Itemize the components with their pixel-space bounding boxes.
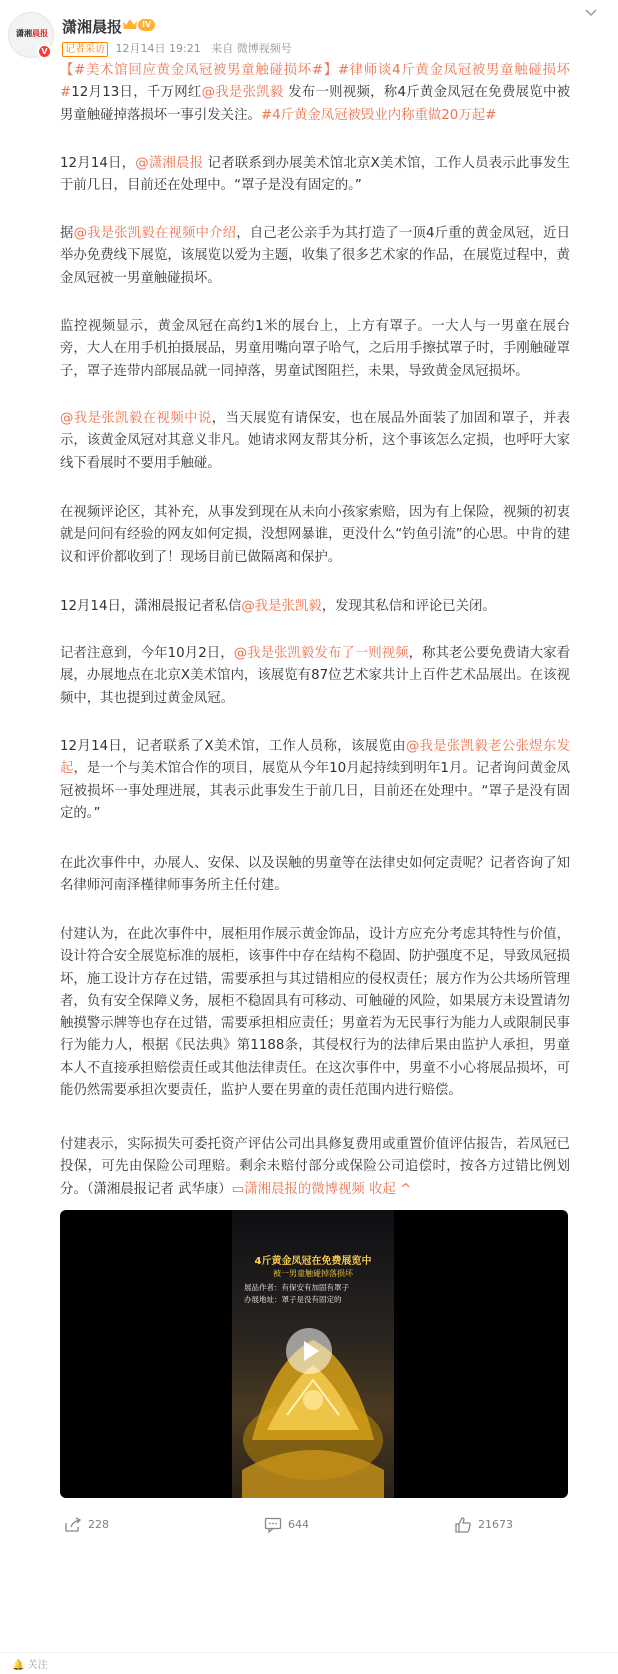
video-caption-lines: 展品作者：有保安有加固有罩子 办展地址：罩子是没有固定的 (244, 1283, 349, 1304)
follow-text: 🔔 关注 (12, 1660, 48, 1671)
link-text[interactable]: 收起 ^ (364, 1181, 412, 1197)
source-tag: 记者采访 (62, 42, 108, 57)
text-segment: ，当天展览有请保安，也在展品外面装了加固和罩子，并表示，该黄金凤冠对其意义非凡。她请求网友帮其分析，这个事该怎么定损，也呼吁大家线下看展时不要用手触碰。 (60, 411, 571, 471)
paragraph (60, 596, 570, 618)
chevron-down-icon[interactable] (584, 8, 598, 18)
link-text[interactable]: @我是张凯毅发布了一则视频 (233, 646, 409, 661)
link-text[interactable]: #4斤黄金凤冠被毁业内称重做20万起# (260, 107, 497, 123)
link-text[interactable]: @潇湘晨报 (135, 156, 204, 171)
paragraph (60, 853, 570, 898)
paragraph (60, 736, 570, 825)
post-time[interactable]: 12月14日 19:21 (115, 42, 201, 55)
post-source: 来自 微博视频号 (211, 42, 292, 55)
crown-icon (122, 17, 138, 31)
text-segment: 据 (60, 226, 74, 241)
thumbs-up-icon (454, 1517, 472, 1533)
link-text[interactable]: @我是张凯毅 (201, 85, 284, 101)
play-button-icon[interactable] (286, 1328, 332, 1374)
verified-badge-icon: V (37, 44, 52, 59)
text-segment: 在视频评论区，其补充，从事发到现在从未向小孩家索赔，因为有上保险，视频的初衷就是问问有经验的网友如何定损，没想网暴谁，更没什么“钓鱼引流”的心思。中肯的建议和评价都收到了！现场目前已做隔离和保护。 (60, 505, 570, 565)
text-segment: ，自己老公亲手为其打造了一顶4斤重的黄金凤冠，近日举办免费线下展览，该展览以爱为主题，收集了很多艺术家的作品，在展览过程中，黄金凤冠被一男童触碰损坏。 (60, 226, 570, 286)
text-segment: ，发现其私信和评论已关闭。 (321, 599, 496, 614)
text-segment: ，称其老公要免费请大家看展，办展地点在北京X美术馆内，该展览有87位艺术家共计上百件艺术品展出。在该视频中，其也提到过黄金凤冠。 (60, 646, 571, 706)
paragraph (60, 408, 570, 475)
comment-icon (264, 1517, 282, 1533)
share-icon (64, 1517, 82, 1533)
paragraph (60, 60, 570, 127)
like-count: 21673 (478, 1518, 513, 1531)
link-text[interactable]: ▭潇湘晨报的微博视频 (231, 1181, 365, 1197)
text-segment: 发布一则视频，称4斤黄金凤冠在免费展览中被男童触碰掉落损坏一事引发关注。 (60, 85, 571, 123)
link-text[interactable]: @我是张凯毅 (241, 599, 322, 614)
action-bar (0, 1510, 618, 1540)
paragraph (60, 316, 570, 383)
link-text[interactable]: @我是张凯毅在视频中介绍 (73, 226, 237, 241)
text-segment: 12月14日，记者联系了X美术馆，工作人员称，该展览由 (60, 739, 406, 754)
link-text[interactable]: 【#美术馆回应黄金凤冠被男童触碰损坏#】#律师谈4斤黄金凤冠被男童触碰损坏# (60, 63, 570, 101)
video-caption-title: 4斤黄金凤冠在免费展览中 (254, 1256, 372, 1267)
paragraph (60, 924, 570, 1102)
text-segment: 付建认为，在此次事件中，展柜用作展示黄金饰品，设计方应充分考虑其特性与价值，设计符合安全展览标准的展柜，该事件中存在结构不稳固、防护强度不足，导致凤冠损坏，施工设计方存在过错，需要承担与其过错相应的侵权责任；展方作为公共场所管理者，负有安全保障义务，展柜不稳固具有可移动、可触碰的风险，如果展方未设置请勿触摸警示牌等也存在过错，需要承担相应责任；男童若为无民事行为能力人或限制民事行为能力人，根据《民法典》第1188条，其侵权行为的法律后果由监护人承担，男童本人不直接承担赔偿责任或其他法律责任。在这次事件中，男童不小心将展品损坏，可能仍然需要承担次要责任，监护人要在男童的责任范围内进行赔偿。 (60, 927, 570, 1099)
text-segment: 记者注意到，今年10月2日， (60, 646, 234, 661)
text-segment: 付建表示，实际损失可委托资产评估公司出具修复费用或重置价值评估报告，若凤冠已投保，可先由保险公司理赔。剩余未赔付部分或保险公司追偿时，按各方过错比例划分。（潇湘晨报记者 武华康） (60, 1137, 570, 1197)
text-segment: 监控视频显示，黄金凤冠在高约1米的展台上，上方有罩子。一大人与一男童在展台旁，大人在用手机拍摄展品，男童用嘴向罩子哈气，之后用手擦拭罩子时，手刚触碰罩子，罩子连带内部展品就一同掉落，男童试图阻拦，未果，导致黄金凤冠损坏。 (60, 319, 570, 379)
paragraph (60, 153, 570, 198)
post-header (0, 0, 618, 60)
video-player[interactable] (60, 1210, 568, 1498)
post-meta (62, 40, 292, 57)
paragraph (60, 223, 570, 290)
avatar-logo-text: 潇湘晨报 (16, 29, 48, 38)
paragraph (60, 643, 570, 710)
text-segment: 记者联系到办展美术馆北京X美术馆，工作人员表示此事发生于前几日，目前还在处理中。“罩子是没有固定的。” (60, 156, 571, 194)
text-segment: 在此次事件中，办展人、安保、以及误触的男童等在法律史如何定责呢？记者咨询了知名律师河南泽槿律师事务所主任付建。 (60, 856, 570, 894)
comment-count: 644 (288, 1518, 309, 1531)
text-segment: ，是一个与美术馆合作的项目，展览从今年10月起持续到明年1月。记者询问黄金凤冠被损坏一事处理进展，其表示此事发生于前几日，目前还在处理中。“罩子是没有固定的。” (60, 761, 571, 821)
level-badge: IV (138, 19, 155, 31)
link-text[interactable]: @我是张凯毅老公张煜东发起 (60, 739, 571, 777)
paragraph (60, 502, 570, 569)
account-name[interactable]: 潇湘晨报 (62, 18, 123, 36)
text-segment: 12月14日， (60, 156, 136, 171)
share-count: 228 (88, 1518, 109, 1531)
video-caption-subtitle: 被一男童触碰掉落损坏 (273, 1269, 353, 1278)
paragraph (60, 1134, 570, 1201)
follow-bar[interactable] (0, 1652, 618, 1674)
text-segment: 12月13日，千万网红 (71, 85, 202, 101)
link-text[interactable]: @我是张凯毅在视频中说 (60, 411, 212, 426)
text-segment: 12月14日，潇湘晨报记者私信 (60, 599, 242, 614)
